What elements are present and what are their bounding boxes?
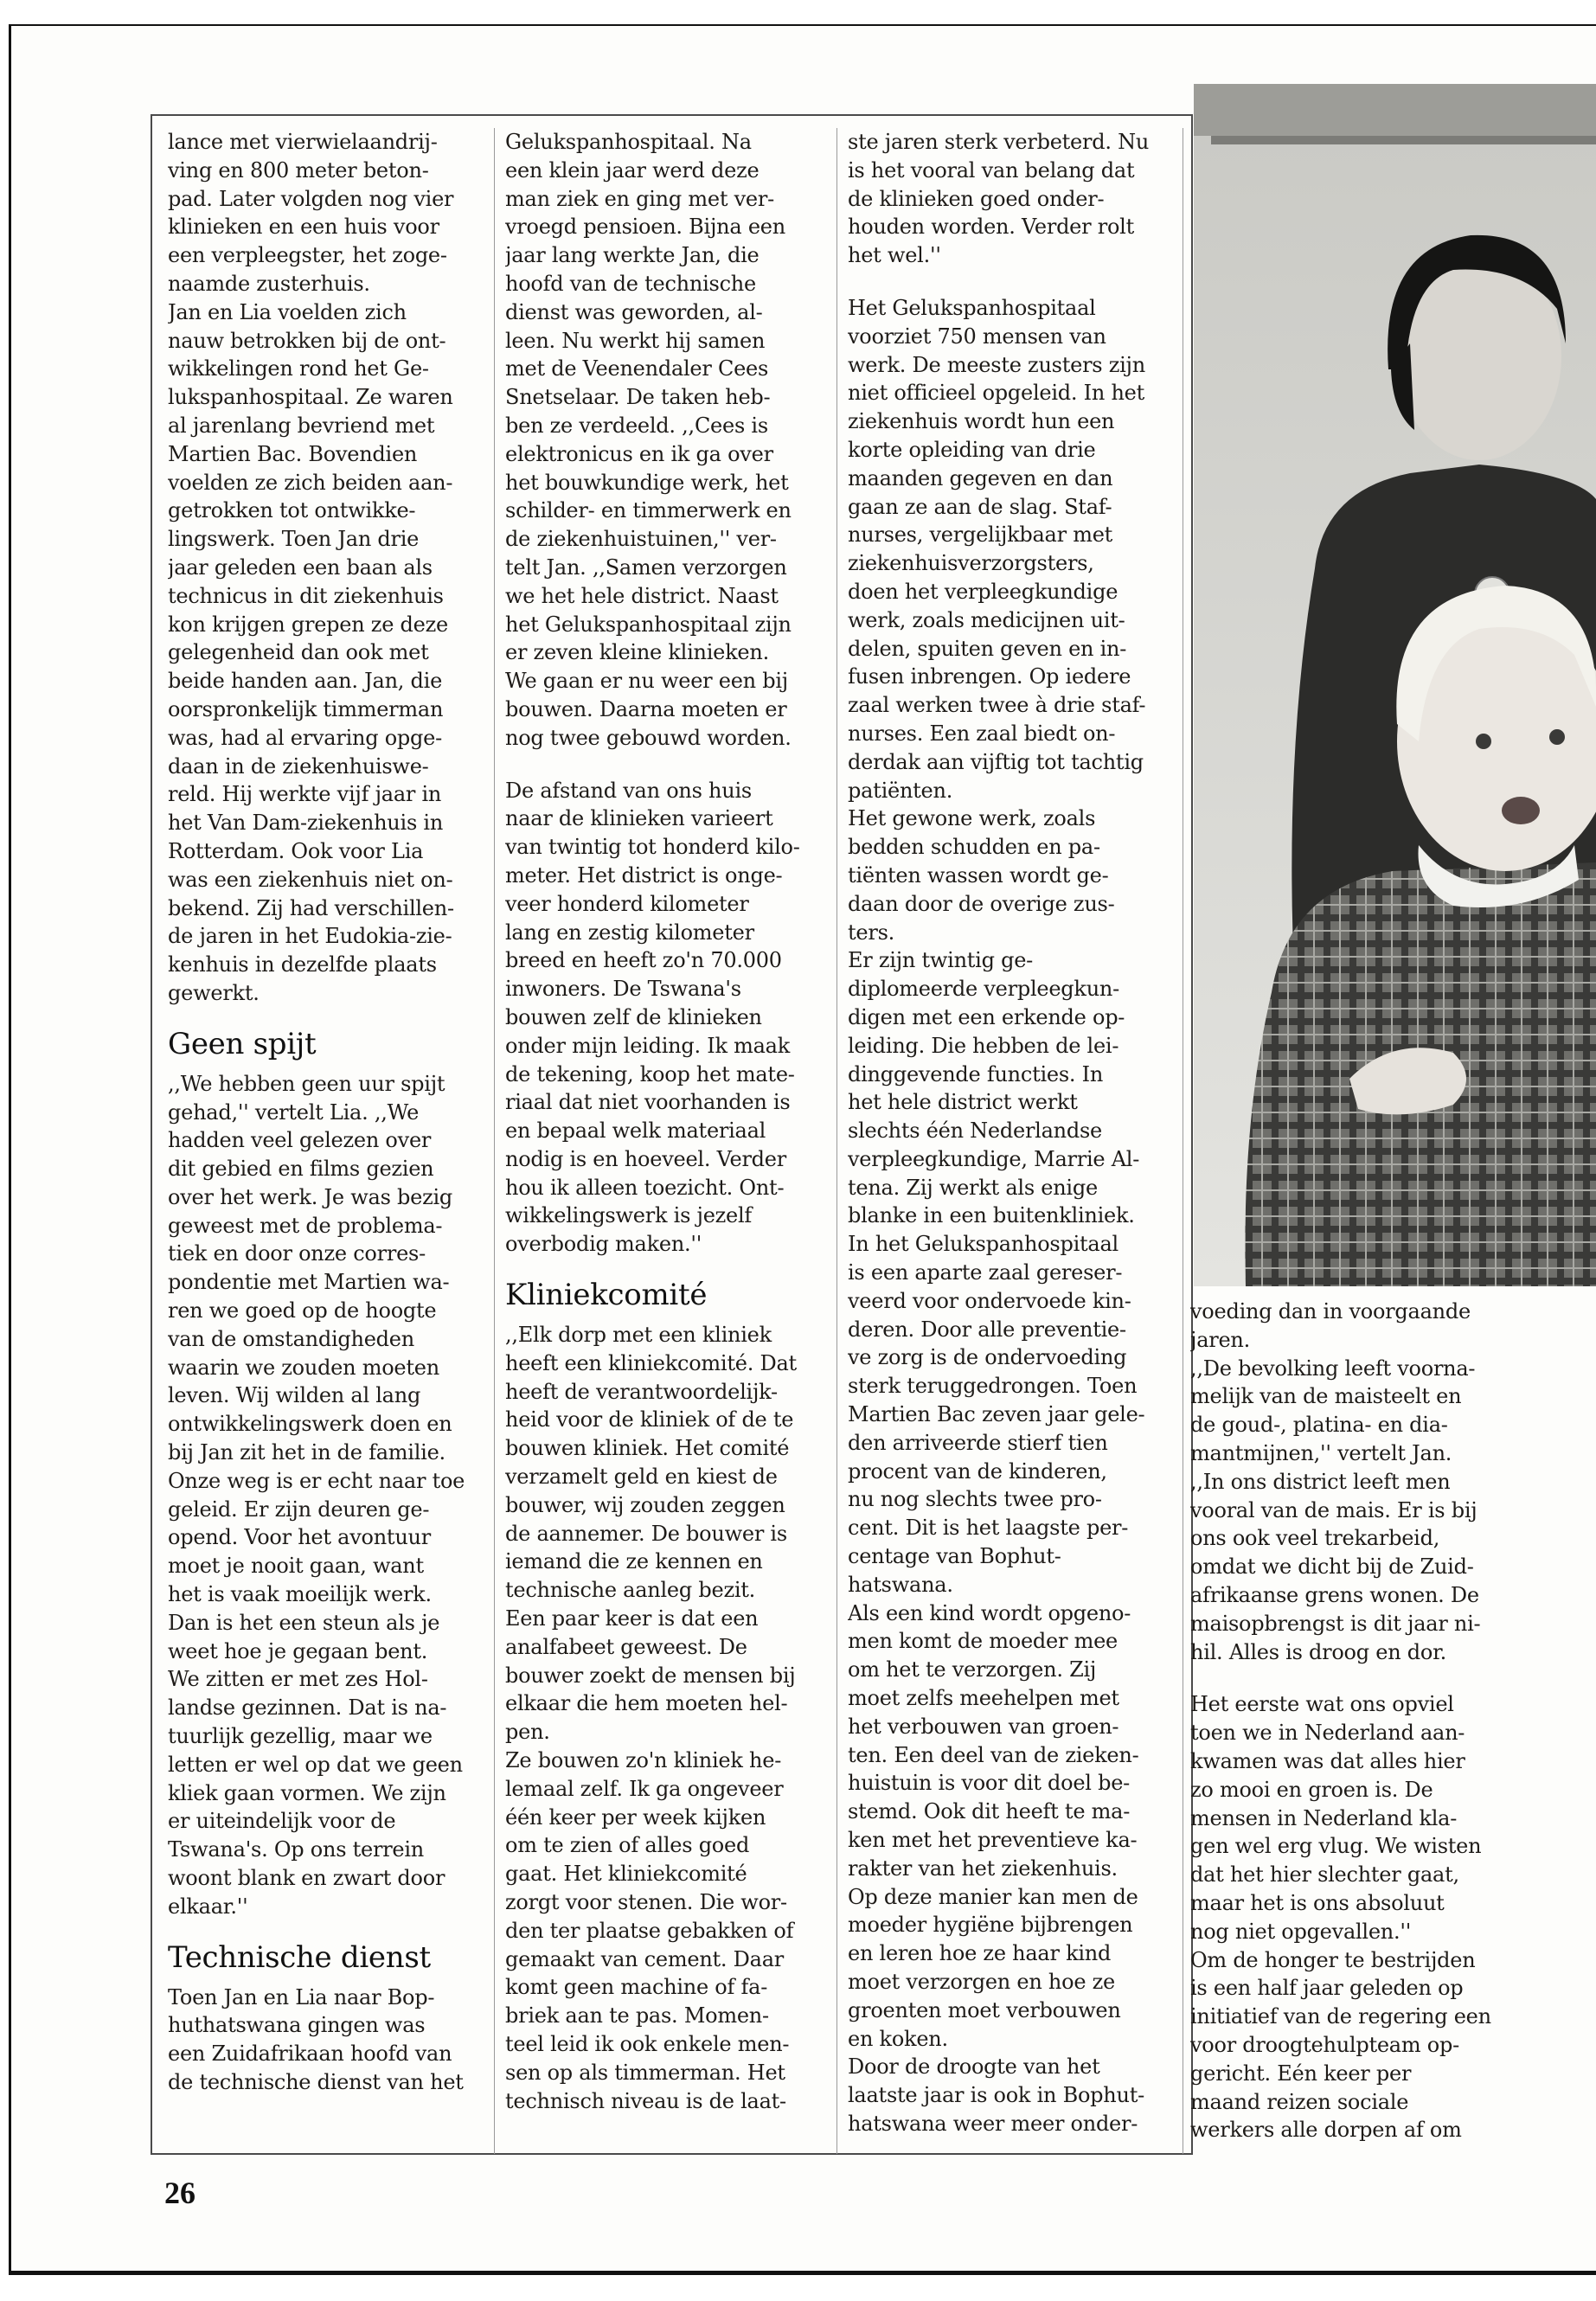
paragraph: voeding dan in voorgaande jaren. ,,De bevolking leeft voorna- melijk van de maisteelt en de goud-, platina- en dia- mantmijnen,'' vertelt Jan. ,,In ons district leeft men vooral van de mais. Er is bij ons ook veel trekarbeid, omdat we dicht bij de Zuid- afrikaanse grens wonen. De maisopbrengst is dit jaar ni- hil. Alles is droog en dor. — [1190, 1299, 1481, 1664]
photo-illustration — [1194, 84, 1596, 1286]
subheading-geen-spijt: Geen spijt — [168, 1026, 317, 1061]
page-number: 26 — [164, 2176, 195, 2210]
paragraph: Het eerste wat ons opviel toen we in Nederland aan- kwamen was dat alles hier zo mooi en groen is. De mensen in Nederland kla- gen wel erg vlug. We wisten dat het hier slechter gaat, maar het is ons absoluut nog niet opgevallen.'' Om de honger te bestrijden is een half jaar geleden op initiatief van de regering een voor droogtehulpteam op- gericht. Eén keer per maand reizen sociale werkers alle dorpen af om — [1190, 1692, 1491, 2143]
column-rule — [836, 128, 837, 2154]
paragraph: ste jaren sterk verbeterd. Nu is het vooral van belang dat de klinieken goed onder- houden worden. Verder rolt het wel.'' — [848, 130, 1150, 268]
paragraph: ,,We hebben geen uur spijt gehad,'' vertelt Lia. ,,We hadden veel gelezen over dit gebied en films gezien over het werk. Je was bezig geweest met de problema- tiek en door onze corres- pondentie met Martien wa- ren we goed op de hoogte van de omstandigheden waarin we zouden moeten leven. Wij wilden al lang ontwikkelingswerk doen en bij Jan zit het in de familie. Onze weg is er echt naar toe geleid. Er zijn deuren ge- opend. Voor het avontuur moet je nooit gaan, want het is vaak moeilijk werk. Dan is het een steun als je weet hoe je gegaan bent. We zitten er met zes Hol- landse gezinnen. Dat is na- tuurlijk gezellig, maar we letten er wel op dat we geen kliek gaan vormen. We zijn er uiteindelijk voor de Tswana's. Op ons terrein woont blank en zwart door elkaar.'' — [168, 1071, 465, 1919]
article-column-1 — [168, 128, 484, 2144]
article-column-4 — [1190, 1298, 1502, 2154]
subheading-technische-dienst: Technische dienst — [168, 1939, 431, 1975]
article-column-2 — [505, 128, 825, 2144]
paragraph: ,,Elk dorp met een kliniek heeft een kliniekcomité. Dat heeft de verantwoordelijk- heid voor de kliniek of de te bouwen kliniek. Het comité verzamelt geld en kiest de bouwer, wij zouden zeggen de aannemer. De bouwer is iemand die ze kennen en technische aanleg bezit. Een paar keer is dat een analfabeet geweest. De bouwer zoekt de mensen bij elkaar die hem moeten hel- pen. Ze bouwen zo'n kliniek he- lemaal zelf. Ik ga ongeveer één keer per week kijken om te zien of alles goed gaat. Het kliniekcomité zorgt voor stenen. Die wor- den ter plaatse gebakken of gemaakt van cement. Daar komt geen machine of fa- briek aan te pas. Momen- teel leid ik ook enkele men- sen op als timmerman. Het technisch niveau is de laat- — [505, 1323, 797, 2113]
paragraph: Gelukspanhospitaal. Na een klein jaar werd deze man ziek en ging met ver- vroegd pensioen. Bijna een jaar lang werkte Jan, die hoofd van de technische dienst was geworden, al- leen. Nu werkt hij samen met de Veenendaler Cees Snetselaar. De taken heb- ben ze verdeeld. ,,Cees is elektronicus en ik ga over het bouwkundige werk, het schilder- en timmerwerk en de ziekenhuistuinen,'' ver- telt Jan. ,,Samen verzorgen we het hele district. Naast het Gelukspanhospitaal zijn er zeven kleine klinieken. We gaan er nu weer een bij bouwen. Daarna moeten er nog twee gebouwd worden. — [505, 130, 792, 750]
subheading-kliniekcomite: Kliniekcomité — [505, 1278, 708, 1313]
paragraph: Het Gelukspanhospitaal voorziet 750 mensen van werk. De meeste zusters zijn niet officieel opgeleid. In het ziekenhuis wordt hun een korte opleiding van drie maanden gegeven en dan gaan ze aan de slag. Staf- nurses, vergelijkbaar met ziekenhuisverzorgsters, doen het verpleegkundige werk, zoals medicijnen uit- delen, spuiten geven en in- fusen inbrengen. Op iedere zaal werken twee à drie staf- nurses. Een zaal biedt on- derdak aan vijftig tot tachtig patiënten. Het gewone werk, zoals bedden schudden en pa- tiënten wassen wordt ge- daan door de overige zus- ters. Er zijn twintig ge- diplomeerde verpleegkun- digen met een erkende op- leiding. Die hebben de lei- dinggevende functies. In het hele district werkt slechts één Nederlandse verpleegkundige, Marrie Al- tena. Zij werkt als enige blanke in een buitenkliniek. In het Gelukspanhospitaal is een aparte zaal gereser- veerd voor ondervoede kin- deren. Door alle preventie- ve zorg is de ondervoeding sterk teruggedrongen. Toen Martien Bac zeven jaar gele- den arriveerde stierf tien procent van de kinderen, nu nog slechts twee pro- cent. Dit is het laagste per- centage van Bophut- hatswana. Als een kind wordt opgeno- men komt de moeder mee om het te verzorgen. Zij moet zelfs meehelpen met het verbouwen van groen- ten. Een deel van de zieken- huistuin is voor dit doel be- stemd. Ook dit heeft te ma- ken met het preventieve ka- rakter van het ziekenhuis. Op deze manier kan men de moeder hygiëne bijbrengen en leren hoe ze haar kind moet verzorgen en hoe ze groenten moet verbouwen en koken. Door de droogte van het laatste jaar is ook in Bophut- hatswana weer meer onder- — [848, 295, 1146, 2136]
column-rule — [494, 128, 495, 2154]
article-photo — [1194, 84, 1596, 1286]
paragraph: De afstand van ons huis naar de klinieken varieert van twintig tot honderd kilo- meter. Het district is onge- veer honderd kilometer lang en zestig kilometer breed en heeft zo'n 70.000 inwoners. De Tswana's bouwen zelf de klinieken onder mijn leiding. Ik maak de tekening, koop het mate- riaal dat niet voorhanden is en bepaal welk materiaal nodig is en hoeveel. Verder hou ik alleen toezicht. Ont- wikkelingswerk is jezelf overbodig maken.'' — [505, 778, 800, 1257]
article-column-3 — [848, 128, 1173, 2144]
paragraph: Toen Jan en Lia naar Bop- huthatswana gingen was een Zuidafrikaan hoofd van de technische dienst van het — [168, 1984, 464, 2094]
paragraph: lance met vierwielaandrij- ving en 800 meter beton- pad. Later volgden nog vier klinieken en een huis voor een verpleegster, het zoge- naamde zusterhuis. Jan en Lia voelden zich nauw betrokken bij de ont- wikkelingen rond het Ge- lukspanhospitaal. Ze waren al jarenlang bevriend met Martien Bac. Bovendien voelden ze zich beiden aan- getrokken tot ontwikke- lingswerk. Toen Jan drie jaar geleden een baan als technicus in dit ziekenhuis kon krijgen grepen ze deze gelegenheid dan ook met beide handen aan. Jan, die oorspronkelijk timmerman was, had al ervaring opge- daan in de ziekenhuiswe- reld. Hij werkte vijf jaar in het Van Dam-ziekenhuis in Rotterdam. Ook voor Lia was een ziekenhuis niet on- bekend. Zij had verschillen- de jaren in het Eudokia-zie- kenhuis in dezelfde plaats gewerkt. — [168, 130, 454, 1005]
